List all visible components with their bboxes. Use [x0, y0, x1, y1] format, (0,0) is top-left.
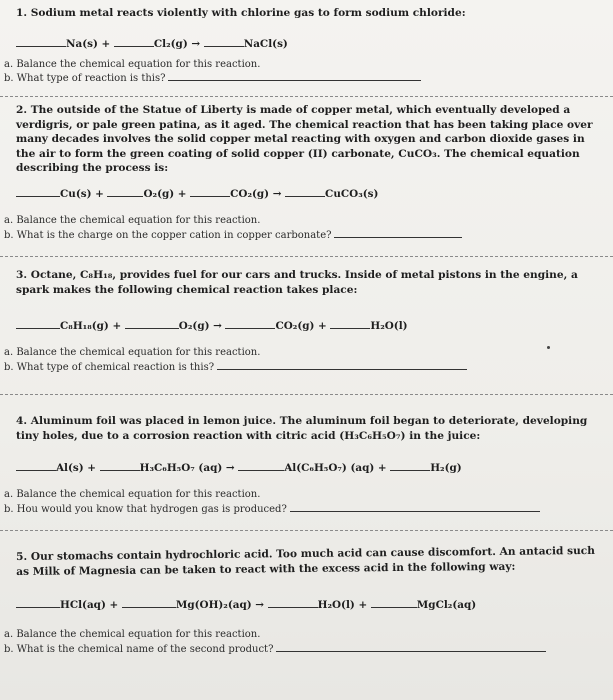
question-4-heading: 4. Aluminum foil was placed in lemon juice. The aluminum foil began to deteriorate, developing tiny holes, due to a corrosion reaction with citric acid (H₃C₆H₅O₇) in the juice:: [16, 415, 588, 442]
divider: [0, 530, 613, 532]
ink-dot: [547, 346, 550, 349]
coefficient-blank[interactable]: [330, 318, 370, 329]
product-1: NaCl(s): [243, 38, 288, 50]
question-2-equation: [16, 186, 613, 200]
coefficient-blank[interactable]: [268, 597, 318, 608]
question-4-part-a: a. Balance the chemical equation for this reaction.: [4, 489, 261, 500]
question-1-heading: 1. Sodium metal reacts violently with chlorine gas to form sodium chloride:: [16, 7, 466, 19]
answer-line[interactable]: [334, 228, 462, 238]
coefficient-blank[interactable]: [16, 318, 60, 329]
reactant-1: Cu(s) +: [60, 188, 104, 200]
answer-line[interactable]: [290, 502, 540, 512]
reactant-2: Cl₂(g) →: [153, 38, 201, 50]
coefficient-blank[interactable]: [285, 186, 325, 197]
question-3: [16, 268, 602, 297]
product-2: MgCl₂(aq): [416, 599, 477, 611]
divider: [0, 96, 613, 98]
question-5: [16, 544, 602, 579]
reactant-1: Al(s) +: [56, 462, 97, 474]
question-3-part-a: a. Balance the chemical equation for this reaction.: [4, 347, 261, 358]
question-4: [16, 414, 602, 443]
question-3-equation: [16, 318, 613, 332]
question-2-heading: 2. The outside of the Statue of Liberty is made of copper metal, which eventually developed a verdigris, or pale green patina, as it aged. The chemical reaction that has been taking place over many decades involves the solid copper metal reacting with oxygen and carbon dioxide gases in the air to form the green coating of solid copper (II) carbonate, CuCO₃. The chemical equation describing the process is:: [16, 104, 593, 174]
question-2-part-a: a. Balance the chemical equation for this reaction.: [4, 215, 261, 226]
product-1: CuCO₃(s): [325, 188, 379, 200]
question-2: [16, 103, 602, 176]
question-5-equation: [16, 597, 613, 611]
reactant-1: HCl(aq) +: [60, 599, 119, 611]
coefficient-blank[interactable]: [16, 186, 60, 197]
reactant-3: CO₂(g) →: [230, 188, 282, 200]
coefficient-blank[interactable]: [100, 460, 140, 471]
question-2-part-b: b. What is the charge on the copper cation in copper carbonate?: [4, 228, 462, 242]
question-5-heading: 5. Our stomachs contain hydrochloric acid. Too much acid can cause discomfort. An antacid such as Milk of Magnesia can be taken to react with the excess acid in the following way:: [16, 544, 595, 578]
reactant-1: C₈H₁₈(g) +: [60, 320, 122, 332]
product-1: CO₂(g) +: [275, 320, 327, 332]
coefficient-blank[interactable]: [238, 460, 284, 471]
question-4-part-b: b. Hou would you know that hydrogen gas is produced?: [4, 502, 540, 516]
answer-line[interactable]: [168, 71, 421, 81]
coefficient-blank[interactable]: [125, 318, 179, 329]
question-1-part-b: b. What type of reaction is this?: [4, 71, 421, 85]
question-3-part-b: b. What type of chemical reaction is this?: [4, 360, 467, 374]
coefficient-blank[interactable]: [16, 460, 56, 471]
product-1: H₂O(l) +: [317, 599, 368, 611]
question-1-part-a: a. Balance the chemical equation for this reaction.: [4, 59, 261, 70]
reactant-2: Mg(OH)₂(aq) →: [175, 599, 265, 611]
coefficient-blank[interactable]: [114, 36, 154, 47]
divider: [0, 394, 613, 396]
coefficient-blank[interactable]: [107, 186, 143, 197]
coefficient-blank[interactable]: [122, 597, 176, 608]
answer-line[interactable]: [217, 360, 467, 370]
reactant-1: Na(s) +: [66, 38, 111, 50]
question-5-part-b: b. What is the chemical name of the second product?: [4, 642, 546, 656]
question-1: [16, 6, 602, 21]
answer-line[interactable]: [276, 642, 546, 652]
question-1-equation: [16, 36, 613, 50]
coefficient-blank[interactable]: [371, 597, 417, 608]
coefficient-blank[interactable]: [190, 186, 230, 197]
coefficient-blank[interactable]: [16, 597, 60, 608]
coefficient-blank[interactable]: [16, 36, 66, 47]
product-2: H₂O(l): [370, 320, 408, 332]
product-2: H₂(g): [430, 462, 462, 474]
reactant-2: O₂(g) +: [143, 188, 187, 200]
divider: [0, 256, 613, 258]
question-3-heading: 3. Octane, C₈H₁₈, provides fuel for our cars and trucks. Inside of metal pistons in the engine, a spark makes the following chemical reaction takes place:: [16, 269, 578, 296]
question-4-equation: [16, 460, 613, 474]
product-1: Al(C₆H₅O₇) (aq) +: [284, 462, 387, 474]
reactant-2: O₂(g) →: [178, 320, 222, 332]
coefficient-blank[interactable]: [204, 36, 244, 47]
coefficient-blank[interactable]: [390, 460, 430, 471]
reactant-2: H₃C₆H₅O₇ (aq) →: [139, 462, 235, 474]
coefficient-blank[interactable]: [225, 318, 275, 329]
question-5-part-a: a. Balance the chemical equation for this reaction.: [4, 629, 261, 640]
